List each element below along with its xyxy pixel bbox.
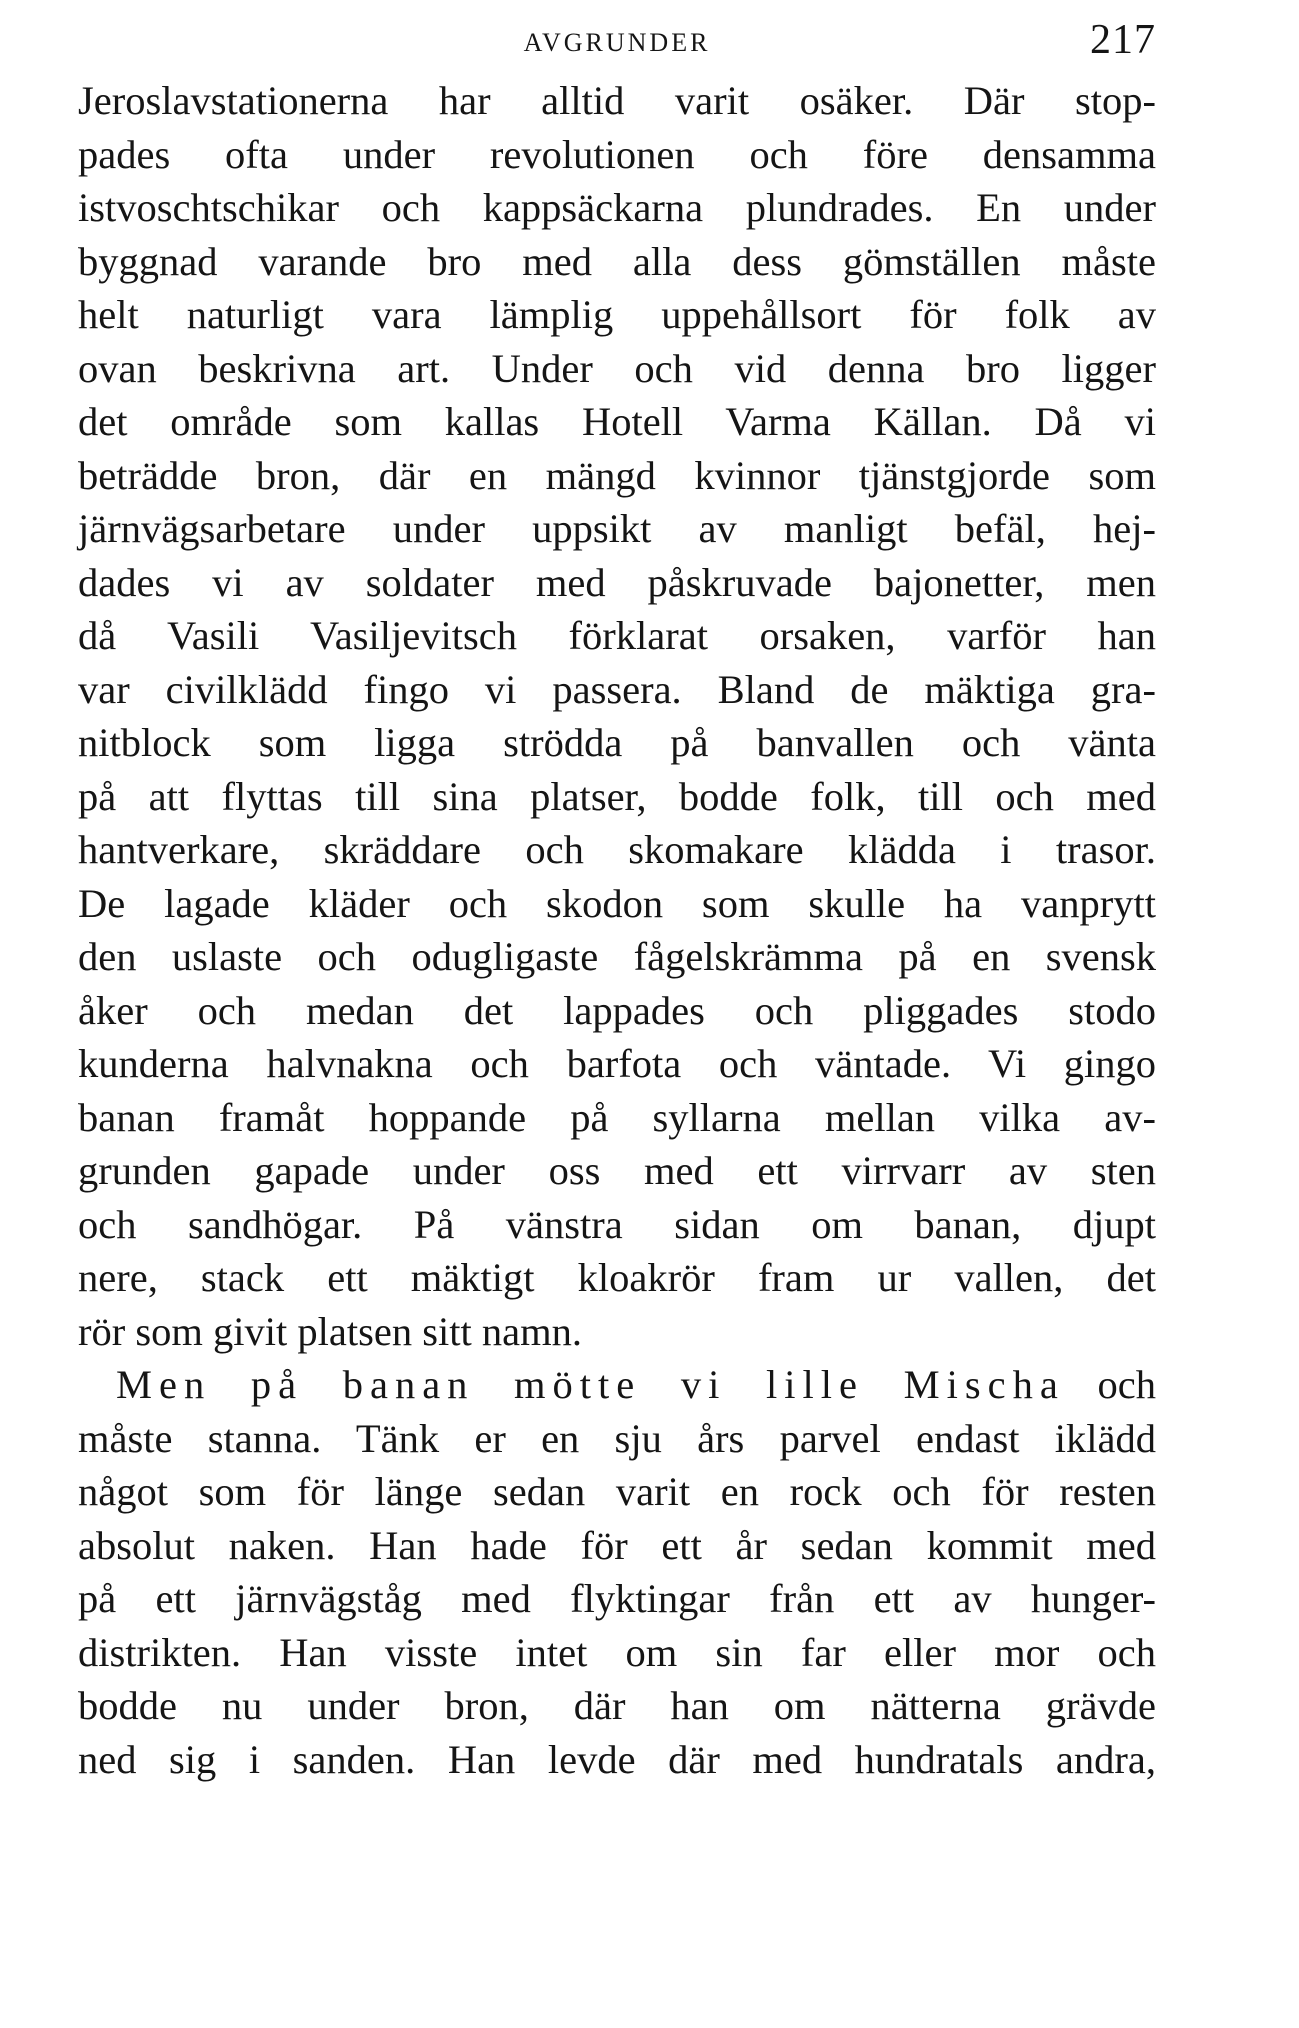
text-line: var civilklädd fingo vi passera. Bland de mäktiga gra- <box>78 666 1156 712</box>
text-line: absolut naken. Han hade för ett år sedan kommit med <box>78 1522 1156 1568</box>
text-line: måste stanna. Tänk er en sju års parvel endast iklädd <box>78 1415 1156 1461</box>
text-line: De lagade kläder och skodon som skulle ha vanprytt <box>78 880 1156 926</box>
text-line: det område som kallas Hotell Varma Källan. Då vi <box>78 399 1156 444</box>
text-line: beträdde bron, där en mängd kvinnor tjänstgjorde som <box>78 452 1156 498</box>
text-line: hantverkare, skräddare och skomakare klädda i trasor. <box>78 827 1156 872</box>
text-line: på att flyttas till sina platser, bodde folk, till och med <box>78 773 1156 819</box>
text-line: den uslaste och odugligaste fågelskrämma på en svensk <box>78 934 1156 979</box>
text-line: grunden gapade under oss med ett virrvarr av sten <box>78 1148 1156 1193</box>
text-line <box>78 1358 1156 1412</box>
body-text <box>78 74 1156 1786</box>
text-line: och sandhögar. På vänstra sidan om banan, djupt <box>78 1201 1156 1247</box>
text-line: byggnad varande bro med alla dess gömställen måste <box>78 238 1156 284</box>
text-line: nere, stack ett mäktigt kloakrör fram ur vallen, det <box>78 1255 1156 1300</box>
paragraph-1 <box>78 74 1156 1358</box>
text-line: distrikten. Han visste intet om sin far eller mor och <box>78 1629 1156 1675</box>
text-line: ovan beskrivna art. Under och vid denna bro ligger <box>78 345 1156 391</box>
text-line: dades vi av soldater med påskruvade bajonetter, men <box>78 559 1156 605</box>
running-title: AVGRUNDER <box>523 28 711 57</box>
text-line: då Vasili Vasiljevitsch förklarat orsaken, varför han <box>78 613 1156 658</box>
text-line: ned sig i sanden. Han levde där med hundratals andra, <box>78 1736 1156 1782</box>
text-line: på ett järnvägståg med flyktingar från ett av hunger- <box>78 1576 1156 1621</box>
text-line: åker och medan det lappades och pliggades stodo <box>78 987 1156 1033</box>
text-line: pades ofta under revolutionen och före densamma <box>78 131 1156 177</box>
text-line: nitblock som ligga strödda på banvallen och vänta <box>78 720 1156 765</box>
text-line: något som för länge sedan varit en rock och för resten <box>78 1469 1156 1514</box>
spaced-emphasis: Men på banan mötte vi lille Mischa <box>116 1362 1065 1407</box>
text-fragment: och <box>1097 1362 1157 1407</box>
text-line: helt naturligt vara lämplig uppehållsort för folk av <box>78 292 1156 337</box>
text-line: banan framåt hoppande på syllarna mellan vilka av- <box>78 1094 1156 1140</box>
text-line: Jeroslavstationerna har alltid varit osäker. Där stop- <box>78 78 1156 123</box>
text-line: bodde nu under bron, där han om nätterna grävde <box>78 1683 1156 1728</box>
text-line: kunderna halvnakna och barfota och väntade. Vi gingo <box>78 1041 1156 1086</box>
text-line: järnvägsarbetare under uppsikt av manligt befäl, hej- <box>78 506 1156 551</box>
paragraph-2 <box>78 1358 1156 1786</box>
text-line: rör som givit platsen sitt namn. <box>78 1308 582 1354</box>
running-header <box>78 14 1156 66</box>
page-number: 217 <box>1090 17 1156 63</box>
text-line: istvoschtschikar och kappsäckarna plundrades. En under <box>78 185 1156 230</box>
